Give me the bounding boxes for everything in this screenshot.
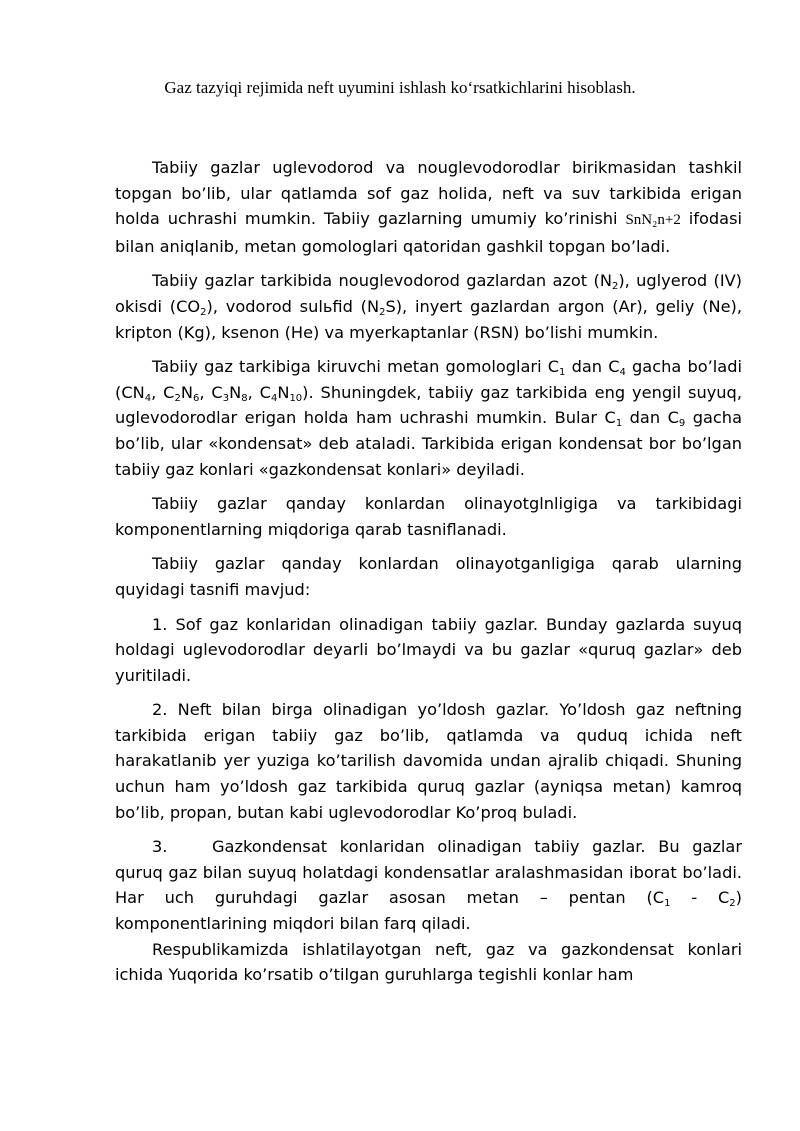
p2-text: S), inyert gazlardan argon (Ar), geliy (Ne), kripton (Kg), ksenon (He) va myerkaptanlar (RSN) bo’lishi mumkin. xyxy=(115,296,742,342)
subscript: 3 xyxy=(222,392,230,404)
paragraph-2 xyxy=(115,268,742,345)
p3-text: dan C xyxy=(622,408,679,428)
paragraph-8 xyxy=(115,834,742,936)
formula: SnN₂n+2 xyxy=(625,212,681,229)
p3-text: gacha bo’ladi (CN xyxy=(115,357,742,402)
list-number: 3. xyxy=(152,837,168,857)
subscript: 4 xyxy=(619,367,626,379)
subscript: 2 xyxy=(611,281,619,293)
subscript: 1 xyxy=(615,418,623,430)
paragraph-1 xyxy=(115,155,742,259)
document-body xyxy=(115,155,742,997)
subscript: 8 xyxy=(241,392,248,404)
p8-text: - C xyxy=(670,888,730,908)
subscript: 1 xyxy=(559,367,566,379)
subscript: 4 xyxy=(270,392,278,404)
subscript: 10 xyxy=(289,392,303,404)
subscript: 2 xyxy=(379,306,386,318)
subscript: 2 xyxy=(200,306,207,318)
p3-text: , C xyxy=(247,382,271,402)
paragraph-3 xyxy=(115,354,742,482)
p2-text: ), uglyerod (IV) okisdi (CO xyxy=(115,271,743,316)
p3-text: N xyxy=(180,382,193,402)
subscript: 6 xyxy=(192,392,200,404)
p3-text: Tabiiy gaz tarkibiga kiruvchi metan gomologlari C xyxy=(152,357,560,377)
p1-text-b: ifodasi bilan aniqlanib, metan gomologlari qatoridan gashkil topgan bo’ladi. xyxy=(115,209,743,256)
p3-text: , C xyxy=(199,382,223,402)
p3-text: N xyxy=(277,382,290,402)
p3-text: dan C xyxy=(565,357,620,377)
p1-text-a: Tabiiy gazlar uglevodorod va nouglevodorodlar birikmasidan tashkil topgan bo’lib, ular qatlamda sof gaz holida, neft va suv tarkibida erigan holda uchrashi mumkin. Tabiiy gazlarning umumiy ko’rinishi xyxy=(115,158,742,229)
subscript: 4 xyxy=(144,392,152,404)
p3-text: N xyxy=(229,382,242,402)
p3-text: ). Shuningdek, tabiiy gaz tarkibida eng yengil suyuq, uglevodorodlar erigan holda ham uchrashi mumkin. Bular C xyxy=(115,382,742,428)
p2-text: Tabiiy gazlar tarkibida nouglevodorod gazlardan azot (N xyxy=(152,271,612,291)
p3-text: gacha bo’lib, ular «kondensat» deb ataladi. Tarkibida erigan kondensat bor bo’lgan tabiiy gaz konlari «gazkondensat konlari» deyiladi. xyxy=(115,408,742,479)
paragraph-6: 1. Sof gaz konlaridan olinadigan tabiiy gazlar. Bunday gazlarda suyuq holdagi uglevodorodlar deyarli bo’lmaydi va bu gazlar «quruq gazlar» deb yuritiladi. xyxy=(115,614,742,685)
page-title: Gaz tazyiqi rejimida neft uyumini ishlash ko‘rsatkichlarini hisoblash. xyxy=(164,78,636,97)
p2-text: ), vodorod sulьfid (N xyxy=(206,296,380,316)
subscript: 9 xyxy=(678,418,686,430)
p8-text: Gazkondensat konlaridan olinadigan tabiiy gazlar. Bu gazlar quruq gaz bilan suyuq holatdagi kondensatlar aralashmasidan iborat bo’ladi. Har uch guruhdagi gazlar asosan metan – pentan (C xyxy=(115,837,742,908)
subscript: 2 xyxy=(174,392,181,404)
paragraph-9: Respublikamizda ishlatilayotgan neft, gaz va gazkondensat konlari ichida Yuqorida ko’rsatib o’tilgan guruhlarga tegishli konlar ham xyxy=(115,939,742,985)
paragraph-4: Tabiiy gazlar qanday konlardan olinayotglnligiga va tarkibidagi komponentlarning miqdoriga qarab tasniflanadi. xyxy=(115,494,742,539)
paragraph-5: Tabiiy gazlar qanday konlardan olinayotganligiga qarab ularning quyidagi tasnifi mavjud: xyxy=(115,554,742,599)
p3-text: , C xyxy=(151,382,175,402)
subscript: 1 xyxy=(664,898,671,910)
paragraph-7: 2. Neft bilan birga olinadigan yo’ldosh gazlar. Yo’ldosh gaz neftning tarkibida erigan tabiiy gaz bo’lib, qatlamda va quduq ichida neft harakatlanib yer yuziga ko’tarilish davomida undan ajralib chiqadi. Shuning uchun ham yo’ldosh gaz tarkibida quruq gazlar (ayniqsa metan) kamroq bo’lib, propan, butan kabi uglevodorodlar Ko’proq buladi. xyxy=(115,700,742,822)
p8-text: ) komponentlarining miqdori bilan farq qiladi. xyxy=(115,888,742,934)
subscript: 2 xyxy=(729,898,736,910)
